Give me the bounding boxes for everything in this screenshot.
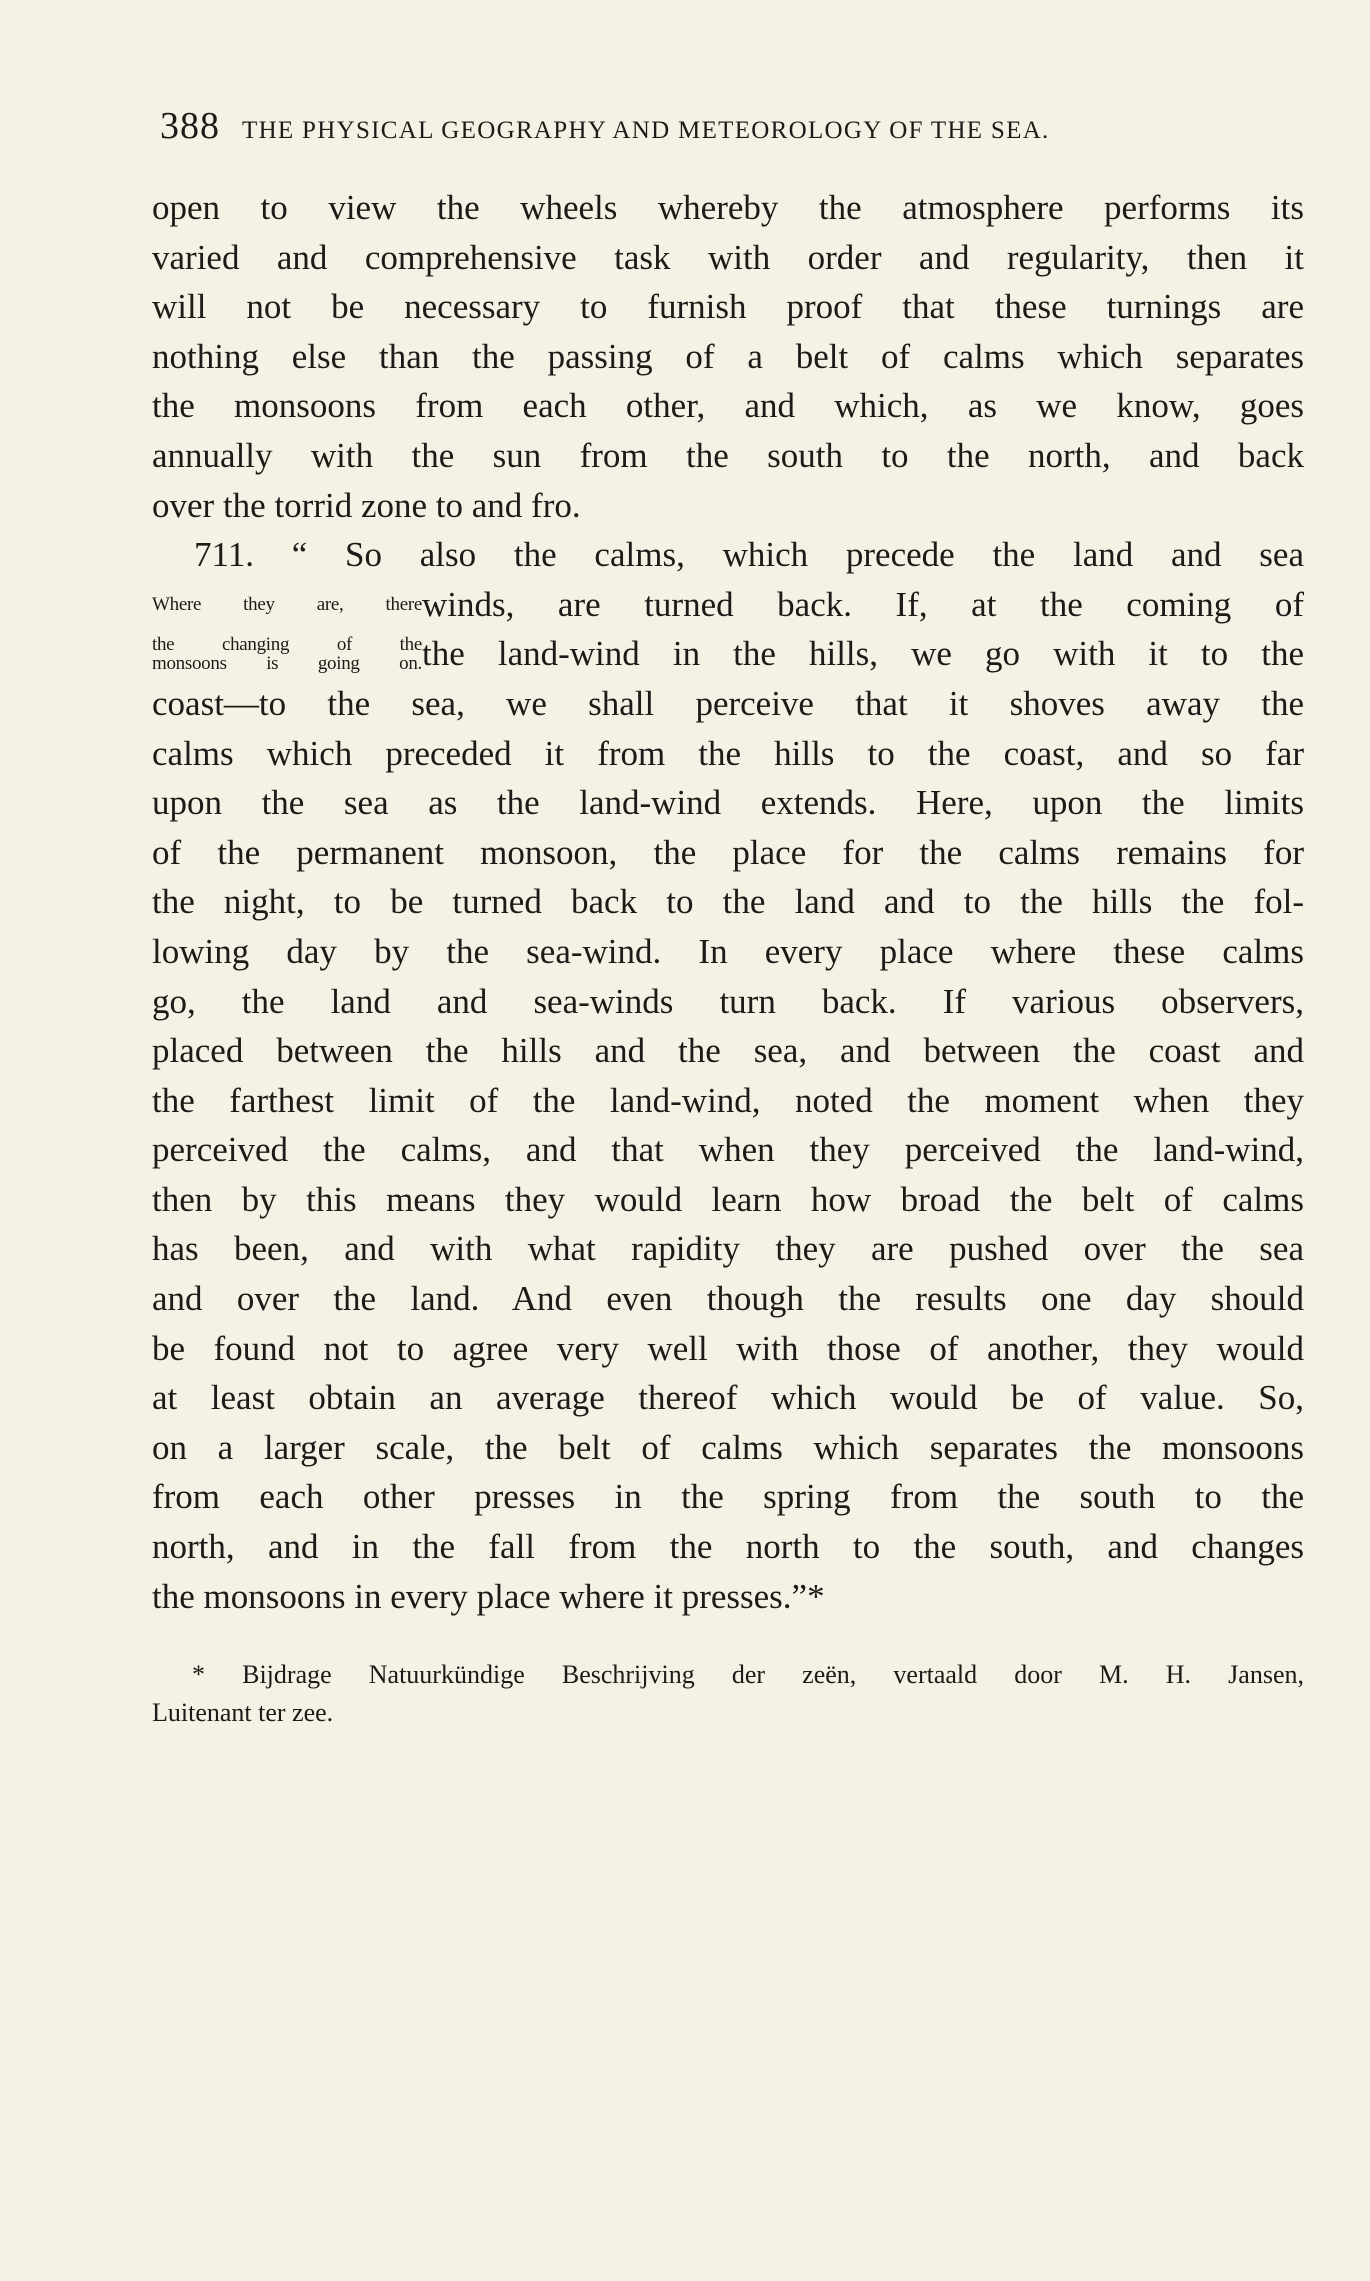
text-line: perceived the calms, and that when they perceived the land-wind, (152, 1130, 1304, 1170)
page-number: 388 (160, 105, 220, 147)
text-line: at least obtain an average thereof which would be of value. So, (152, 1378, 1304, 1418)
sidenote-block (152, 635, 422, 673)
text-line: placed between the hills and the sea, and between the coast and (152, 1031, 1304, 1071)
text-line: of the permanent monsoon, the place for the calms remains for (152, 832, 1304, 872)
text-line: varied and comprehensive task with order and regularity, then it (152, 237, 1304, 277)
running-title: THE PHYSICAL GEOGRAPHY AND METEOROLOGY OF THE SEA. (242, 117, 1050, 144)
text-line: winds, are turned back. If, at the coming of (422, 584, 1304, 624)
text-line: the farthest limit of the land-wind, noted the moment when they (152, 1080, 1304, 1120)
text-line: nothing else than the passing of a belt of calms which separates (152, 336, 1304, 376)
footnote-line: * Bijdrage Natuurkündige Beschrijving der zeën, vertaald door M. H. Jansen, (192, 1660, 1304, 1689)
text-line: the monsoons in every place where it presses.”* (152, 1576, 825, 1616)
text-line: the monsoons from each other, and which, as we know, goes (152, 386, 1304, 426)
text-line: coast—to the sea, we shall perceive that it shoves away the (152, 683, 1304, 723)
text-line: over the torrid zone to and fro. (152, 485, 581, 525)
text-line-with-sidenote (152, 580, 1304, 630)
text-line: go, the land and sea-winds turn back. If various observers, (152, 981, 1304, 1021)
text-line: annually with the sun from the south to the north, and back (152, 435, 1304, 475)
text-line: on a larger scale, the belt of calms which separates the monsoons (152, 1427, 1304, 1467)
text-line: from each other presses in the spring from the south to the (152, 1477, 1304, 1517)
text-line: will not be necessary to furnish proof that these turnings are (152, 287, 1304, 327)
text-line: be found not to agree very well with those of another, they would (152, 1328, 1304, 1368)
sidenote-line-1: Where they are, there (152, 593, 422, 615)
text-line: open to view the wheels whereby the atmosphere performs its (152, 188, 1304, 227)
text-line-with-sidenote (152, 629, 1304, 679)
body-text (152, 183, 1304, 1621)
text-line: upon the sea as the land-wind extends. Here, upon the limits (152, 783, 1304, 823)
sidenote-line-2: the changing of the (152, 634, 422, 656)
text-line: then by this means they would learn how broad the belt of calms (152, 1179, 1304, 1219)
text-line: calms which preceded it from the hills to the coast, and so far (152, 733, 1304, 773)
text-line: lowing day by the sea-wind. In every place where these calms (152, 931, 1304, 971)
text-line: the land-wind in the hills, we go with it to the (422, 634, 1304, 674)
paragraph-start-711: 711. “ So also the calms, which precede the land and sea (194, 535, 1304, 575)
text-line: has been, and with what rapidity they are pushed over the sea (152, 1229, 1304, 1269)
footnote-line: Luitenant ter zee. (152, 1698, 334, 1727)
text-line: and over the land. And even though the results one day should (152, 1279, 1304, 1319)
text-line: north, and in the fall from the north to the south, and changes (152, 1527, 1304, 1567)
sidenote-line-3: monsoons is going on. (152, 653, 422, 675)
text-line: the night, to be turned back to the land and to the hills the fol- (152, 882, 1304, 922)
footnote (152, 1656, 1304, 1732)
running-head (160, 104, 1240, 148)
